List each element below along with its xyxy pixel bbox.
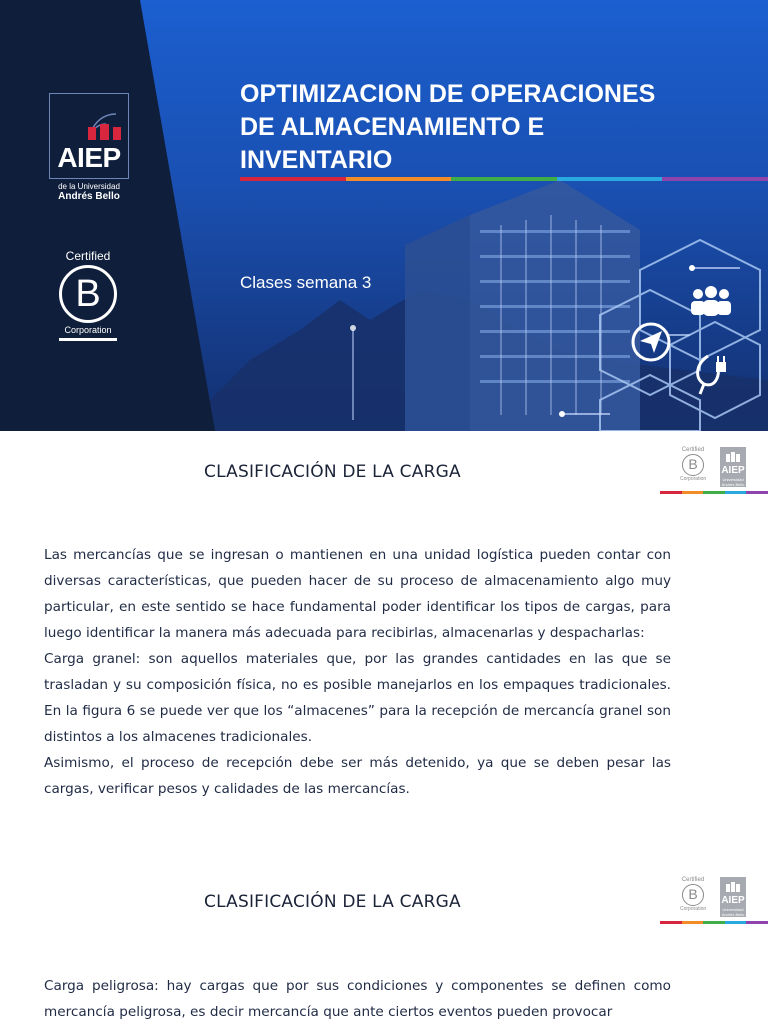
stripe-segment <box>557 177 663 181</box>
stripe-segment <box>240 177 346 181</box>
mini-bcorp-bottom: Corporation <box>680 906 707 912</box>
section-body <box>44 542 671 802</box>
mini-aiep-mark-icon <box>720 877 746 893</box>
aiep-logo-mark-icon <box>50 94 130 144</box>
mini-aiep-wordmark: AIEP <box>721 895 745 906</box>
mini-aiep-sub: Universidad Andrés Bello <box>721 477 745 487</box>
mini-aiep-mark-icon <box>720 447 746 463</box>
hero-title-line: OPTIMIZACION DE OPERACIONES <box>240 80 656 108</box>
body-paragraph: Carga peligrosa: hay cargas que por sus condiciones y componentes se definen como mercancía peligrosa, es decir mercancía que ante ciertos eventos pueden provocar <box>44 978 671 1020</box>
stripe-segment <box>660 491 682 494</box>
hero-banner <box>0 0 768 431</box>
stripe-segment <box>346 177 452 181</box>
body-paragraph: Las mercancías que se ingresan o mantienen en una unidad logística pueden contar con diversas características, que pueden hacer de su proceso de almacenamiento algo muy particular, en este sentido se hace fundamental poder identificar los tipos de cargas, para luego identificar la manera más adecuada para recibirlas, almacenarlas y despacharlas: <box>44 547 671 641</box>
mini-bcorp-logo <box>680 447 706 487</box>
bcorp-b-icon: B <box>59 265 117 323</box>
mini-bcorp-logo <box>680 877 706 917</box>
stripe-segment <box>662 177 768 181</box>
section-header <box>0 445 768 505</box>
mini-color-stripe <box>660 491 768 494</box>
header-mini-logos <box>660 447 768 497</box>
aiep-logo-line1: de la Universidad <box>58 182 120 191</box>
stripe-segment <box>703 491 725 494</box>
people-icon <box>686 284 736 324</box>
energy-plug-icon <box>690 352 730 396</box>
section-title: CLASIFICACIÓN DE LA CARGA <box>204 462 461 482</box>
stripe-segment <box>746 491 768 494</box>
bcorp-top-label: Certified <box>65 249 111 263</box>
aiep-logo-wordmark: AIEP <box>57 142 121 173</box>
header-mini-logos <box>660 877 768 927</box>
mini-color-stripe <box>660 921 768 924</box>
mini-bcorp-top: Certified <box>681 447 705 453</box>
stripe-segment <box>725 921 747 924</box>
bcorp-bottom-label: Corporation <box>64 325 112 335</box>
mini-bcorp-b-icon: B <box>682 454 704 476</box>
bcorp-badge <box>57 249 119 344</box>
stripe-segment <box>682 921 704 924</box>
mini-aiep-sub: Universidad Andrés Bello <box>721 907 745 917</box>
hero-subtitle: Clases semana 3 <box>240 273 372 292</box>
hero-color-stripe <box>240 177 768 181</box>
aiep-logo-line2: Andrés Bello <box>58 191 120 202</box>
stripe-segment <box>682 491 704 494</box>
hero-title-line: INVENTARIO <box>240 146 393 174</box>
compass-icon <box>628 319 674 365</box>
section-body <box>44 973 671 1024</box>
aiep-logo <box>49 93 129 203</box>
section-title: CLASIFICACIÓN DE LA CARGA <box>204 892 461 912</box>
stripe-segment <box>660 921 682 924</box>
body-paragraph: Asimismo, el proceso de recepción debe ser más detenido, ya que se deben pesar las cargas, verificar pesos y calidades de las mercancías. <box>44 755 671 797</box>
mini-aiep-logo <box>720 877 746 917</box>
hero-title-line: DE ALMACENAMIENTO E <box>240 113 545 141</box>
mini-bcorp-bottom: Corporation <box>680 476 707 482</box>
bcorp-underline <box>59 338 117 341</box>
stripe-segment <box>746 921 768 924</box>
stripe-segment <box>725 491 747 494</box>
section-header <box>0 875 768 935</box>
stripe-segment <box>451 177 557 181</box>
body-paragraph: Carga granel: son aquellos materiales que, por las grandes cantidades en las que se trasladan y su composición física, no es posible manejarlos en los empaques tradicionales. En la figura 6 se puede ver que los “almacenes” para la recepción de mercancía granel son distintos a los almacenes tradicionales. <box>44 651 671 745</box>
mini-bcorp-top: Certified <box>681 877 705 883</box>
stripe-segment <box>703 921 725 924</box>
hero-title <box>240 78 740 177</box>
mini-aiep-wordmark: AIEP <box>721 465 745 476</box>
mini-aiep-logo <box>720 447 746 487</box>
mini-bcorp-b-icon: B <box>682 884 704 906</box>
